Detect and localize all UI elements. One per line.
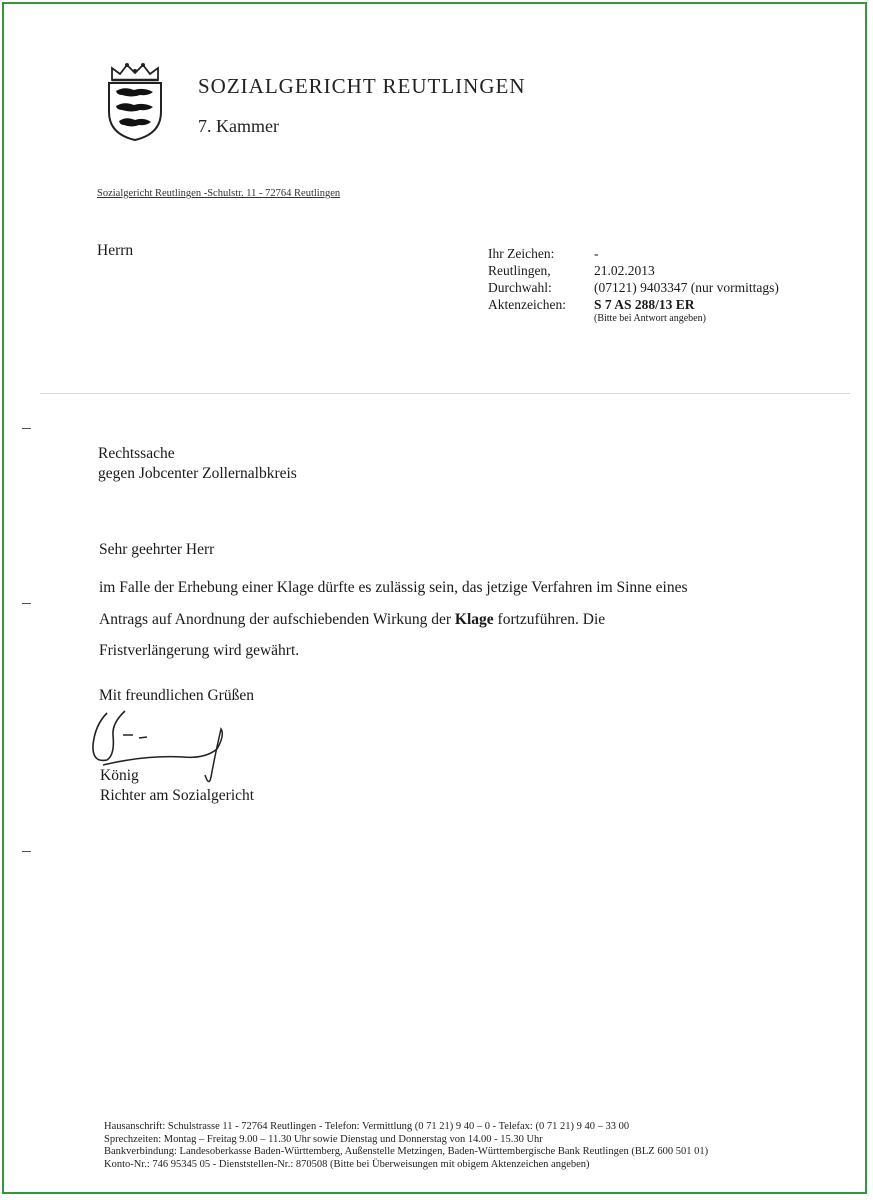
signer-title: Richter am Sozialgericht: [100, 787, 255, 804]
meta-row-ihr-zeichen: [488, 245, 779, 262]
subject-line: gegen Jobcenter Zollernalbkreis: [98, 465, 297, 482]
body-text-bold: Klage: [454, 610, 494, 628]
meta-label: Durchwahl:: [488, 280, 552, 295]
body-line: [99, 604, 799, 636]
letter-body: [99, 572, 799, 667]
signer-name: König: [100, 767, 139, 784]
meta-label: Aktenzeichen:: [488, 297, 566, 312]
return-address: Sozialgericht Reutlingen -Schulstr. 11 - 72764 Reutlingen: [97, 188, 341, 199]
meta-row-aktenzeichen: [488, 296, 779, 313]
meta-value: -: [594, 246, 599, 261]
signer-block: [100, 766, 254, 806]
punch-mark: [22, 603, 31, 604]
reference-block: [488, 245, 779, 325]
meta-row-date: [488, 262, 779, 279]
coat-of-arms-icon: [104, 60, 166, 142]
fold-line: [40, 393, 850, 394]
fold-mark: [22, 851, 31, 852]
meta-label: Reutlingen,: [488, 263, 551, 278]
footer: [104, 1121, 708, 1171]
meta-value: 21.02.2013: [594, 263, 655, 278]
footer-hours: Sprechzeiten: Montag – Freitag 9.00 – 11.30 Uhr sowie Dienstag und Donnerstag von 14.00 - 15.30 Uhr: [104, 1133, 543, 1145]
closing: Mit freundlichen Grüßen: [99, 687, 254, 704]
footer-bank: Bankverbindung: Landesoberkasse Baden-Württemberg, Außenstelle Metzingen, Baden-Württembergische Bank Reutlingen (BLZ 600 501 01): [104, 1146, 709, 1157]
court-name: SOZIALGERICHT REUTLINGEN: [198, 74, 526, 98]
case-number: S 7 AS 288/13 ER: [594, 297, 695, 312]
body-text-segment: fortzuführen. Die: [493, 610, 606, 628]
letter-salutation: Sehr geehrter Herr: [99, 541, 215, 558]
reference-note: (Bitte bei Antwort angeben): [594, 313, 706, 324]
recipient-salutation: Herrn: [97, 242, 134, 259]
subject-line: Rechtssache: [98, 445, 175, 462]
fold-mark: [22, 428, 31, 429]
meta-label: Ihr Zeichen:: [488, 246, 555, 261]
footer-address: Hausanschrift: Schulstrasse 11 - 72764 Reutlingen - Telefon: Vermittlung (0 71 21) 9 40 – 0 - Telefax: (0 71 21) 9 40 – 33 00: [104, 1121, 630, 1132]
meta-row-durchwahl: [488, 279, 779, 296]
meta-value: (07121) 9403347 (nur vormittags): [594, 280, 779, 295]
body-text-segment: Antrags auf Anordnung der aufschiebenden Wirkung der: [99, 610, 455, 628]
body-line: im Falle der Erhebung einer Klage dürfte es zulässig sein, das jetzige Verfahren im Sinne eines: [99, 579, 688, 596]
chamber: 7. Kammer: [198, 116, 279, 136]
subject-block: [98, 444, 297, 484]
footer-account: Konto-Nr.: 746 95345 05 - Dienststellen-Nr.: 870508 (Bitte bei Überweisungen mit obigem Aktenzeichen angeben): [104, 1158, 590, 1170]
body-line: Fristverlängerung wird gewährt.: [99, 642, 300, 659]
